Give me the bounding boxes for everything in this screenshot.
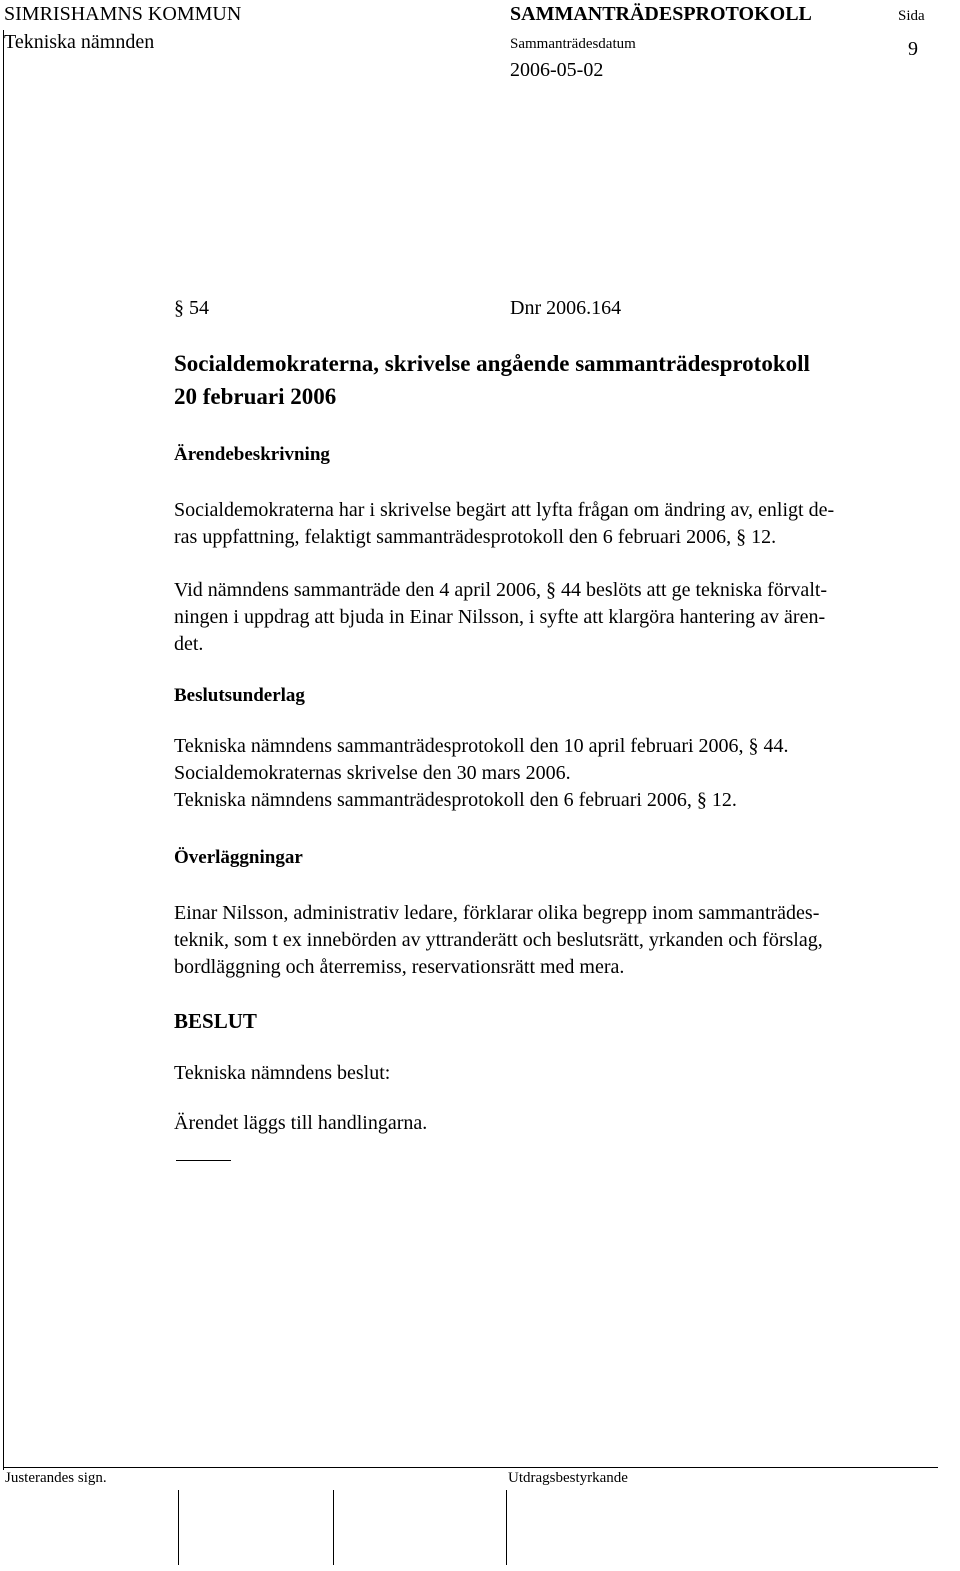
- arende-paragraph-2: [174, 577, 827, 658]
- list-item: Socialdemokraternas skrivelse den 30 mars 2006.: [174, 762, 571, 784]
- signature-box-divider: [333, 1490, 334, 1565]
- organization-name: SIMRISHAMNS KOMMUN: [4, 3, 242, 25]
- signature-box-divider: [178, 1490, 179, 1565]
- heading-arendebeskrivning: Ärendebeskrivning: [174, 444, 330, 465]
- document-type: SAMMANTRÄDESPROTOKOLL: [510, 3, 812, 25]
- overlaggningar-paragraph: [174, 900, 823, 981]
- committee-name: Tekniska nämnden: [4, 31, 155, 53]
- text-line: Vid nämndens sammanträde den 4 april 2006, § 44 beslöts att ge tekniska förvalt-: [174, 579, 828, 601]
- meeting-date: 2006-05-02: [510, 59, 604, 81]
- heading-overlaggningar: Överläggningar: [174, 847, 303, 868]
- left-margin-line: [3, 30, 4, 1470]
- case-title-line1: Socialdemokraterna, skrivelse angående sammanträdesprotokoll: [174, 351, 810, 376]
- case-title-line2: 20 februari 2006: [174, 384, 337, 409]
- decision-text: Ärendet läggs till handlingarna.: [174, 1112, 428, 1134]
- decision-intro: Tekniska nämndens beslut:: [174, 1062, 391, 1084]
- page-number: 9: [908, 38, 918, 60]
- arende-paragraph-1: [174, 497, 834, 551]
- footer-top-line: [3, 1467, 938, 1468]
- page-label: Sida: [898, 8, 925, 24]
- end-rule: [176, 1160, 231, 1161]
- beslutsunderlag-list: [174, 733, 789, 814]
- heading-beslutsunderlag: Beslutsunderlag: [174, 685, 305, 706]
- signature-box-divider: [506, 1490, 507, 1565]
- text-line: ras uppfattning, felaktigt sammanträdesprotokoll den 6 februari 2006, § 12.: [174, 526, 777, 548]
- text-line: bordläggning och återremiss, reservationsrätt med mera.: [174, 956, 625, 978]
- paragraph-number: [174, 297, 209, 320]
- text-line: Socialdemokraterna har i skrivelse begärt att lyfta frågan om ändring av, enligt de-: [174, 499, 835, 521]
- heading-beslut: BESLUT: [174, 1009, 257, 1033]
- dnr: Dnr 2006.164: [510, 297, 622, 319]
- paragraph-symbol: §: [174, 297, 184, 319]
- text-line: ningen i uppdrag att bjuda in Einar Nilsson, i syfte att klargöra hantering av ären-: [174, 606, 826, 628]
- signers-label: Justerandes sign.: [5, 1470, 107, 1486]
- text-line: det.: [174, 633, 204, 655]
- text-line: Einar Nilsson, administrativ ledare, förklarar olika begrepp inom sammanträdes-: [174, 902, 820, 924]
- list-item: Tekniska nämndens sammanträdesprotokoll den 10 april februari 2006, § 44.: [174, 735, 789, 757]
- list-item: Tekniska nämndens sammanträdesprotokoll den 6 februari 2006, § 12.: [174, 789, 737, 811]
- date-label: Sammanträdesdatum: [510, 36, 636, 52]
- certification-label: Utdragsbestyrkande: [508, 1470, 628, 1486]
- paragraph-value: 54: [189, 297, 209, 319]
- text-line: teknik, som t ex innebörden av yttranderätt och beslutsrätt, yrkanden och förslag,: [174, 929, 823, 951]
